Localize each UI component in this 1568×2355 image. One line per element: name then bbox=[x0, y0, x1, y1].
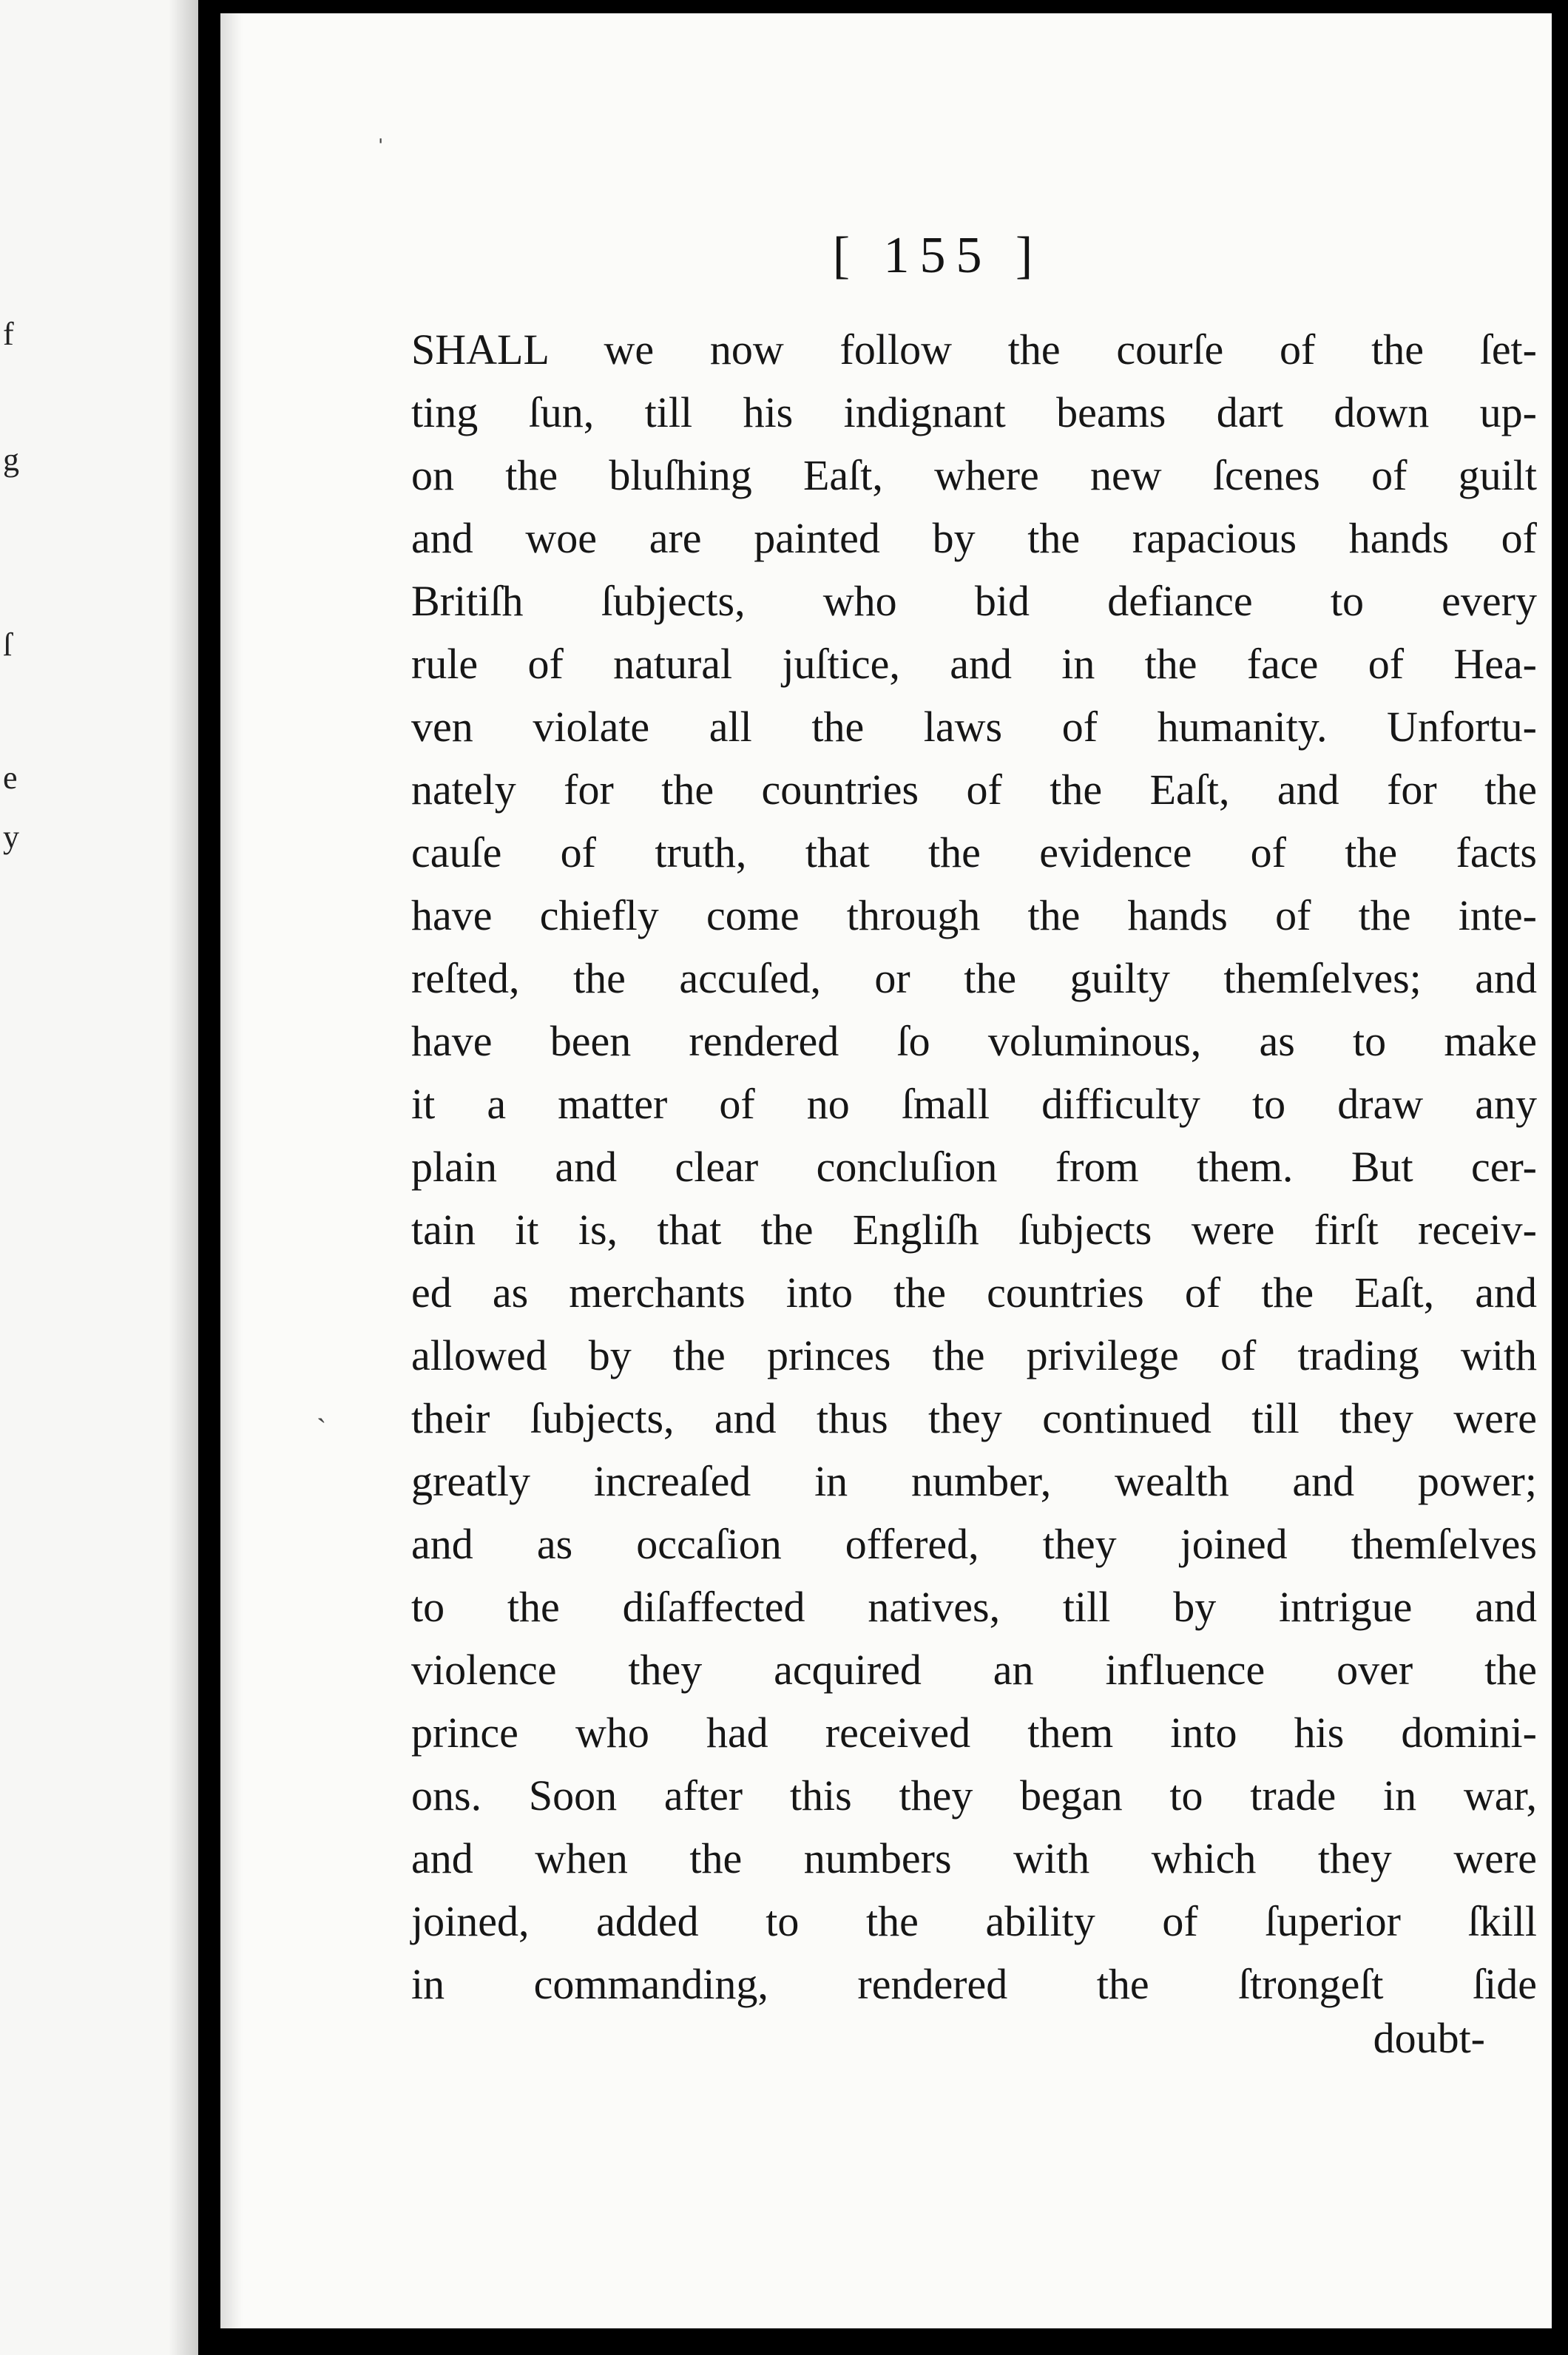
book-page bbox=[220, 13, 1552, 2328]
left-margin-letter: ſ bbox=[3, 626, 13, 663]
text-line: and woe are painted by the rapacious hands of bbox=[411, 514, 1537, 562]
page-number: [ 155 ] bbox=[832, 227, 1044, 284]
text-line: violence they acquired an influence over the bbox=[411, 1646, 1537, 1694]
body-text bbox=[411, 318, 1537, 2016]
left-margin-letter: e bbox=[3, 760, 18, 796]
text-line: tain it is, that the Engliſh ſubjects were firſt receiv- bbox=[411, 1206, 1537, 1254]
text-line: in commanding, rendered the ſtrongeſt ſide bbox=[411, 1960, 1537, 2008]
text-line: joined, added to the ability of ſuperior ſkill bbox=[411, 1897, 1537, 1945]
text-line: and as occaſion offered, they joined themſelves bbox=[411, 1520, 1537, 1568]
gutter-shadow bbox=[169, 0, 198, 2355]
left-margin-letter: f bbox=[3, 316, 14, 352]
stray-mark: ˏ bbox=[317, 1390, 327, 1423]
text-line: on the bluſhing Eaſt, where new ſcenes of guilt bbox=[411, 451, 1537, 499]
text-line: their ſubjects, and thus they continued till they were bbox=[411, 1394, 1537, 1442]
left-margin-letter: g bbox=[3, 442, 19, 478]
catchword: doubt- bbox=[1373, 2014, 1485, 2062]
text-line: ting ſun, till his indignant beams dart down up- bbox=[411, 388, 1537, 436]
text-line: cauſe of truth, that the evidence of the facts bbox=[411, 828, 1537, 876]
stray-mark: ˈ bbox=[376, 132, 386, 166]
text-line: rule of natural juſtice, and in the face of Hea- bbox=[411, 640, 1537, 688]
text-line: and when the numbers with which they were bbox=[411, 1834, 1537, 1882]
text-line: allowed by the princes the privilege of trading with bbox=[411, 1331, 1537, 1379]
text-line: ven violate all the laws of humanity. Unfortu- bbox=[411, 703, 1537, 751]
text-line: have been rendered ſo voluminous, as to make bbox=[411, 1017, 1537, 1065]
text-line: ons. Soon after this they began to trade in war, bbox=[411, 1771, 1537, 1820]
text-line: SHALL we now follow the courſe of the ſet- bbox=[411, 325, 1537, 374]
left-page-fragment bbox=[0, 0, 198, 2355]
left-margin-letter: y bbox=[3, 819, 19, 855]
text-line: Britiſh ſubjects, who bid defiance to every bbox=[411, 577, 1537, 625]
text-line: to the diſaffected natives, till by intrigue and bbox=[411, 1583, 1537, 1631]
text-line: plain and clear concluſion from them. But cer- bbox=[411, 1143, 1537, 1191]
text-line: it a matter of no ſmall difficulty to draw any bbox=[411, 1080, 1537, 1128]
text-line: reſted, the accuſed, or the guilty themſelves; and bbox=[411, 954, 1537, 1002]
text-line: prince who had received them into his domini- bbox=[411, 1709, 1537, 1757]
text-line: nately for the countries of the Eaſt, and for the bbox=[411, 766, 1537, 814]
page-edge-shadow bbox=[220, 13, 243, 2328]
text-line: greatly increaſed in number, wealth and power; bbox=[411, 1457, 1537, 1505]
text-line: have chiefly come through the hands of the inte- bbox=[411, 891, 1537, 939]
text-line: ed as merchants into the countries of the Eaſt, and bbox=[411, 1268, 1537, 1317]
